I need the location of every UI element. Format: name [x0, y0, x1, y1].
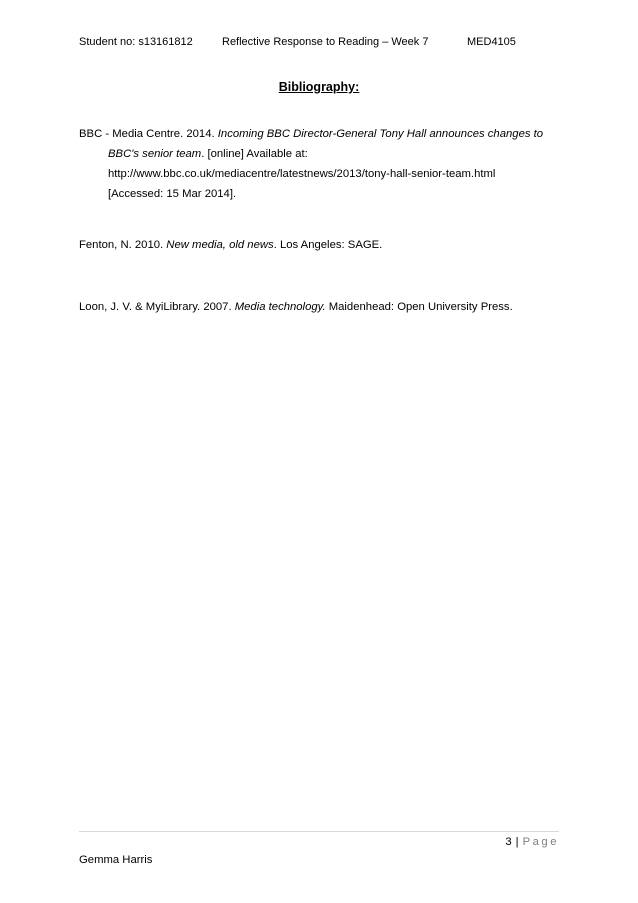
entry-lead: Fenton, N. 2010.: [79, 239, 167, 251]
entry-lead: BBC - Media Centre. 2014.: [79, 128, 218, 140]
page-header: [79, 36, 559, 52]
bibliography-heading: Bibliography:: [278, 80, 360, 94]
entry-line: [79, 124, 559, 144]
entry-line: [79, 144, 559, 164]
page-separator: |: [515, 836, 519, 848]
page-number-footer: [505, 836, 559, 848]
entry-line: [79, 235, 559, 255]
bibliography-entry-fenton: [79, 235, 559, 255]
entry-publisher: Maidenhead: Open University Press.: [325, 301, 513, 313]
footer-divider: [79, 831, 559, 832]
entry-lead: Loon, J. V. & MyiLibrary. 2007.: [79, 301, 235, 313]
entry-availability: . [online] Available at:: [201, 148, 308, 160]
entry-accessed-date: [Accessed: 15 Mar 2014].: [108, 188, 237, 200]
header-course-code: MED4105: [467, 36, 516, 48]
entry-url: http://www.bbc.co.uk/mediacentre/latestnews/2013/tony-hall-senior-team.html: [108, 168, 496, 180]
header-student-number: Student no: s13161812: [79, 36, 193, 48]
footer-author: Gemma Harris: [79, 854, 153, 866]
page-word: Page: [522, 836, 559, 848]
entry-title: New media, old news: [166, 239, 274, 251]
bibliography-entry-loon: [79, 297, 559, 317]
entry-title-part1: Incoming BBC Director-General Tony Hall announces changes to: [217, 128, 544, 140]
header-document-title: Reflective Response to Reading – Week 7: [222, 36, 429, 48]
entry-title: Media technology.: [234, 301, 326, 313]
entry-line: [79, 297, 559, 317]
page-number: 3: [505, 836, 512, 848]
entry-publisher: . Los Angeles: SAGE.: [273, 239, 383, 251]
entry-title-part2: BBC's senior team: [108, 148, 202, 160]
bibliography-entry-bbc: [79, 124, 559, 204]
